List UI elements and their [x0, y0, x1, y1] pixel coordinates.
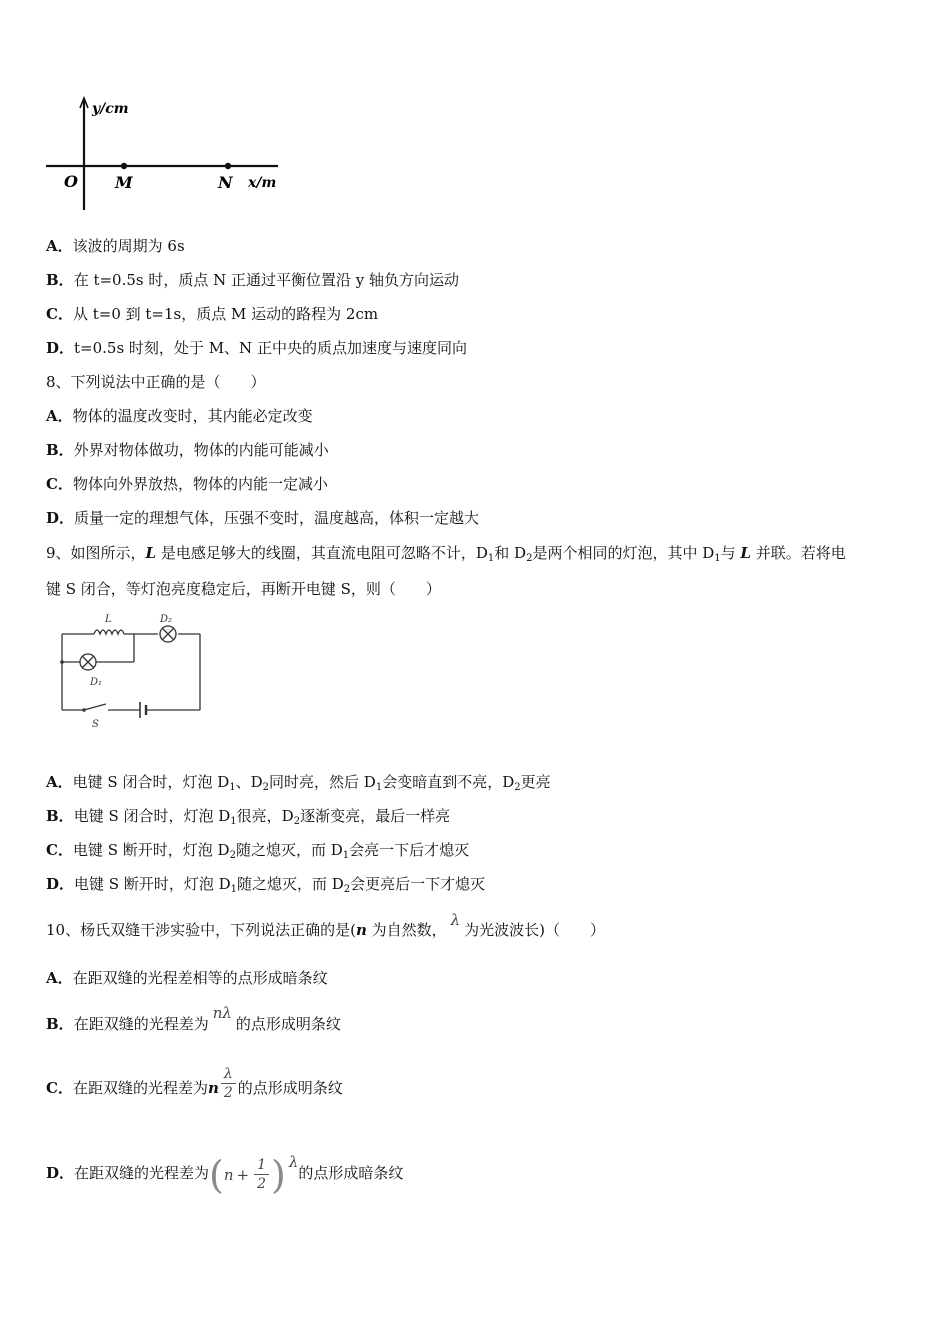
option-text: 物体向外界放热，物体的内能一定减小	[72, 475, 328, 493]
option-label: B．	[46, 441, 74, 459]
option-label: C．	[46, 475, 73, 493]
option-text: t=0.5s 时刻，处于 M、N 正中央的质点加速度与速度同向	[74, 339, 467, 357]
option-text: 该波的周期为 6s	[72, 237, 185, 255]
origin-label: O	[64, 172, 78, 191]
q9-option-a: A．电键 S 闭合时，灯泡 $D_1$、$D_2$同时亮，然后 $D_1$会变暗直到不亮，$D_2$更亮	[46, 773, 551, 793]
q8-stem: 8、下列说法中正确的是（ ）	[46, 373, 266, 391]
q10-option-b: B．在距双缝的光程差为nλ的点形成明条纹	[46, 1004, 341, 1033]
expr-n-lambda: nλ	[212, 1004, 232, 1022]
q9-stem-line1: 9、如图所示，L 是电感足够大的线圈，其直流电阻可忽略不计，$D_1$和 $D_2$是两个相同的灯泡，其中 $D_1$与 L 并联。若将电	[46, 544, 846, 564]
expr-lambda-over-2: $\frac{\lambda}{2}$	[221, 1065, 236, 1102]
q7-option-a	[46, 236, 185, 256]
option-label: C．	[46, 305, 73, 323]
point-n-label: N	[218, 173, 233, 192]
option-label: B．	[46, 271, 74, 289]
q9-option-d: D．电键 S 断开时，灯泡 $D_1$随之熄灭，而 $D_2$会更亮后一下才熄灭	[46, 875, 486, 895]
option-text: 从 t=0 到 t=1s，质点 M 运动的路程为 2cm	[72, 305, 379, 323]
q8-option-a	[46, 406, 313, 426]
q8-option-c	[46, 474, 328, 494]
q7-option-b	[46, 270, 459, 290]
option-label: A．	[46, 407, 73, 425]
q10-option-a: A．在距双缝的光程差相等的点形成暗条纹	[46, 969, 328, 987]
switch-s	[84, 704, 106, 710]
inductor-label: L	[105, 614, 112, 625]
option-label: A．	[46, 237, 73, 255]
expr-n-plus-half-lambda: (n + $\frac{1}{2}$ ) λ	[209, 1152, 299, 1197]
q7-option-d	[46, 338, 467, 358]
q9-option-c: C．电键 S 断开时，灯泡 $D_2$随之熄灭，而 $D_1$会亮一下后才熄灭	[46, 841, 470, 861]
lambda-symbol: λ	[450, 911, 461, 929]
option-text: 物体的温度改变时，其内能必定改变	[72, 407, 313, 425]
circuit-figure	[52, 610, 212, 734]
lamp-d2-label: D₂	[160, 614, 173, 625]
x-axis-label: x/m	[248, 175, 277, 191]
q9-stem-line2: 键 S 闭合，等灯泡亮度稳定后，再断开电键 S，则（ ）	[46, 580, 441, 598]
q8-option-b	[46, 440, 329, 460]
option-text: 在 t=0.5s 时，质点 N 正通过平衡位置沿 y 轴负方向运动	[73, 271, 460, 289]
q7-option-c	[46, 304, 378, 324]
point-m-label: M	[115, 173, 133, 192]
option-label: D．	[46, 339, 75, 357]
q10-option-d: D．在距双缝的光程差为(n + $\frac{1}{2}$ ) λ的点形成暗条纹	[46, 1152, 404, 1197]
point-n	[225, 163, 231, 169]
point-m	[121, 163, 127, 169]
q9-option-b: B．电键 S 闭合时，灯泡 $D_1$很亮，$D_2$逐渐变亮，最后一样亮	[46, 807, 451, 827]
option-text: 外界对物体做功，物体的内能可能减小	[73, 441, 329, 459]
q10-option-c: C．在距双缝的光程差为n $\frac{\lambda}{2}$ 的点形成明条纹	[46, 1065, 343, 1101]
y-axis-label: y/cm	[92, 101, 129, 117]
lamp-d1-label: D₁	[90, 677, 103, 688]
wave-figure	[40, 92, 290, 214]
switch-label: S	[92, 719, 99, 730]
option-text: 质量一定的理想气体，压强不变时，温度越高，体积一定越大	[74, 509, 480, 527]
inductor-coil	[94, 630, 124, 634]
option-label: D．	[46, 509, 75, 527]
q10-stem: 10、杨氏双缝干涉实验中，下列说法正确的是(n 为自然数，λ为光波波长)（ ）	[46, 911, 606, 939]
q8-option-d	[46, 508, 479, 528]
